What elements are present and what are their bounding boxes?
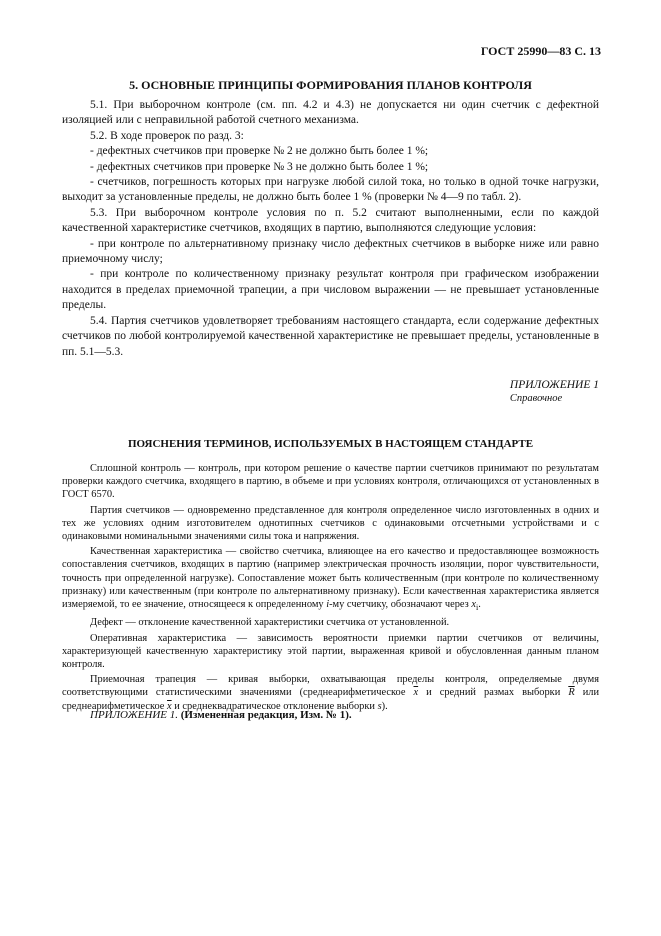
term-paragraph: Сплошной контроль — контроль, при котором решение о качестве партии счетчиков принимают по результатам проверки каждого счетчика, входящего в партию, в объеме и при условиях контроля, отличающихся от установленных в ГОСТ 6570. bbox=[62, 463, 599, 501]
appendix-body bbox=[62, 462, 599, 715]
paragraph: 5.4. Партия счетчиков удовлетворяет требованиям настоящего стандарта, если содержание дефектных счетчиков по любой контролируемой качественной характеристике не превышает пределы, установленные в пп. 5.1—5.3. bbox=[62, 314, 599, 358]
paragraph: 5.3. При выборочном контроле условия по п. 5.2 считают выполненными, если по каждой качественной характеристике счетчиков, входящих в партию, выполняются следующие условия: bbox=[62, 206, 599, 235]
term-paragraph: Качественная характеристика — свойство счетчика, влияющее на его качество и предоставляющее возможность сопоставления счетчиков, входящих в партию (например электрическая прочность изоляции, порог чувствительности, точность при определенной нагрузке). Сопоставление может быть количественным (при контроле по количественному признаку) или качественным (при контроле по альтернативному признаку). Если качественная характеристика является измеряемой, то ее значение, относящееся к определенному i-му счетчику, обозначают через $x_i$. bbox=[62, 546, 599, 613]
appendix-footer: ПРИЛОЖЕНИЕ 1. (Измененная редакция, Изм. № 1). bbox=[90, 709, 352, 721]
paragraph: 5.1. При выборочном контроле (см. пп. 4.2 и 4.3) не допускается ни один счетчик с дефектной изоляцией или с неправильной работой счетного механизма. bbox=[62, 99, 599, 127]
appendix-title: ПОЯСНЕНИЯ ТЕРМИНОВ, ИСПОЛЬЗУЕМЫХ В НАСТОЯЩЕМ СТАНДАРТЕ bbox=[127, 438, 534, 450]
list-item: - счетчиков, погрешность которых при нагрузке любой силой тока, но только в одной точке нагрузки, выходит за установленные пределы, не должно быть более 1 % (проверки № 4—9 по табл. 2). bbox=[62, 176, 599, 204]
page-header: ГОСТ 25990—83 С. 13 bbox=[480, 44, 601, 58]
term-paragraph: Дефект — отклонение качественной характеристики счетчика от установленной. bbox=[90, 617, 450, 629]
list-item: - дефектных счетчиков при проверке № 2 не должно быть более 1 %; bbox=[90, 145, 429, 158]
appendix-label-block bbox=[510, 378, 599, 406]
term-paragraph: Партия счетчиков — одновременно представленное для контроля определенное число изготовленных в одних и тех же условиях одним изготовителем однотипных счетчиков с одинаковыми отсчетными устройствами и с одинаковыми номинальными значениями силы тока и напряжения. bbox=[62, 504, 599, 543]
list-item: - дефектных счетчиков при проверке № 3 не должно быть более 1 %; bbox=[90, 160, 429, 173]
list-item: - при контроле по альтернативному признаку число дефектных счетчиков в выборке ниже или равно приемочному числу; bbox=[62, 237, 599, 266]
paragraph: 5.2. В ходе проверок по разд. 3: bbox=[90, 129, 244, 142]
term-paragraph: Приемочная трапеция — кривая выборки, охватывающая пределы контроля, определяемые двумя соответствующими статистическими значениями (среднеарифметическое $\overline{x}$ и средний размах выборки $\overline{R}$ или среднеарифметическое $\overline{x}$ и среднеквадратическое отклонение выборки s). bbox=[62, 674, 600, 712]
section-5-body bbox=[62, 98, 599, 360]
section-title: 5. ОСНОВНЫЕ ПРИНЦИПЫ ФОРМИРОВАНИЯ ПЛАНОВ КОНТРОЛЯ bbox=[129, 78, 532, 92]
appendix-sub: Справочное bbox=[509, 393, 563, 404]
appendix-label: ПРИЛОЖЕНИЕ 1 bbox=[509, 379, 599, 391]
term-paragraph: Оперативная характеристика — зависимость вероятности приемки партии счетчиков от величины, характеризующей качественную характеристику этой партии, выраженная кривой и обусловленная данным планом контроля. bbox=[62, 632, 599, 670]
list-item: - при контроле по количественному признаку результат контроля при графическом изображении находится в пределах приемочной трапеции, а при числовом выражении — не превышает установленные пределы. bbox=[62, 268, 599, 312]
